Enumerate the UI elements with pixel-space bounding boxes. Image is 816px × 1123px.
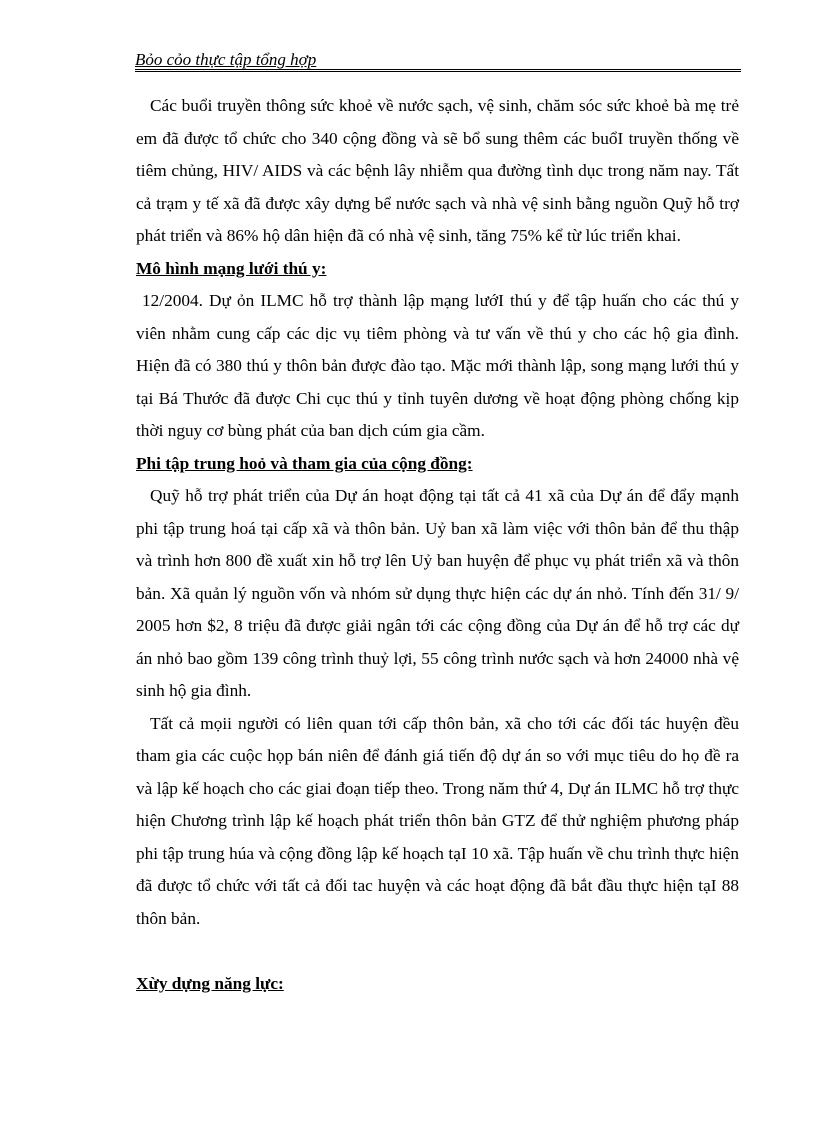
paragraph-stakeholder-meetings: Tất cả mọii người có liên quan tới cấp thôn bản, xã cho tới các đối tác huyện đều tham gia các cuộc họp bán niên để đánh giá tiến độ dự án so với mục tiêu do họ đề ra và lập kế hoạch cho các giai đoạn tiếp theo. Trong năm thứ 4, Dự án ILMC hỗ trợ thực hiện Chương trình lập kế hoạch phát triển thôn bản GTZ để thử nghiệm phương pháp phi tập trung húa và cộng đồng lập kế hoạch tạI 10 xã. Tập huấn về chu trình thực hiện đã được tổ chức với tất cả đối tac huyện và các hoạt động đã bắt đầu thực hiện tạI 88 thôn bản.	[136, 713, 739, 928]
header-rule-top	[135, 69, 741, 70]
paragraph-health-communication: Các buổi truyền thông sức khoẻ về nước sạch, vệ sinh, chăm sóc sức khoẻ bà mẹ trẻ em đã được tổ chức cho 340 cộng đồng và sẽ bổ sung thêm các buổI truyền thống về tiêm chủng, HIV/ AIDS và các bệnh lây nhiễm qua đường tình dục trong năm nay. Tất cả trạm y tế xã đã được xây dựng bể nước sạch và nhà vệ sinh bằng nguồn Quỹ hỗ trợ phát triển và 86% hộ dân hiện đã có nhà vệ sinh, tăng 75% kể từ lúc triển khai.	[136, 96, 739, 245]
header-rule-bottom	[135, 71, 741, 72]
heading-capacity-building: Xừy dựng năng lực:	[136, 973, 284, 993]
header-title: Bỏo cỏo thực tập tổng hợp	[135, 50, 317, 69]
paragraph-development-fund: Quỹ hỗ trợ phát triển của Dự án hoạt động tại tất cả 41 xã của Dự án để đẩy mạnh phi tập trung hoá tại cấp xã và thôn bản. Uỷ ban xã làm việc với thôn bản để thu thập và trình hơn 800 đề xuất xin hỗ trợ lên Uỷ ban huyện để phục vụ phát triển xã và thôn bản. Xã quản lý nguồn vốn và nhóm sử dụng thực hiện các dự án nhỏ. Tính đến 31/ 9/ 2005 hơn $2, 8 triệu đã được giải ngân tới các cộng đồng của Dự án để hỗ trợ các dự án nhỏ bao gồm 139 công trình thuỷ lợi, 55 công trình nước sạch và hơn 24000 nhà vệ sinh hộ gia đình.	[136, 486, 739, 700]
paragraph-veterinary-network: 12/2004. Dự ỏn ILMC hỗ trợ thành lập mạng lướI thú y để tập huấn cho các thú y viên nhằm cung cấp các dịc vụ tiêm phòng và tư vấn về thú y cho các hộ gia đình. Hiện đã có 380 thú y thôn bản được đào tạo. Mặc mới thành lập, song mạng lưới thú y tại Bá Thước đã được Chi cục thú y tỉnh tuyên dương về hoạt động phòng chống kịp thời nguy cơ bùng phát của ban dịch cúm gia cầm.	[136, 291, 739, 440]
document-body	[136, 90, 739, 1000]
heading-veterinary-network: Mô hình mạng lưới thú y:	[136, 258, 327, 278]
spacer	[136, 935, 739, 968]
heading-decentralization: Phi tập trung hoỏ và tham gia của cộng đồng:	[136, 453, 473, 473]
page-header	[135, 50, 741, 72]
